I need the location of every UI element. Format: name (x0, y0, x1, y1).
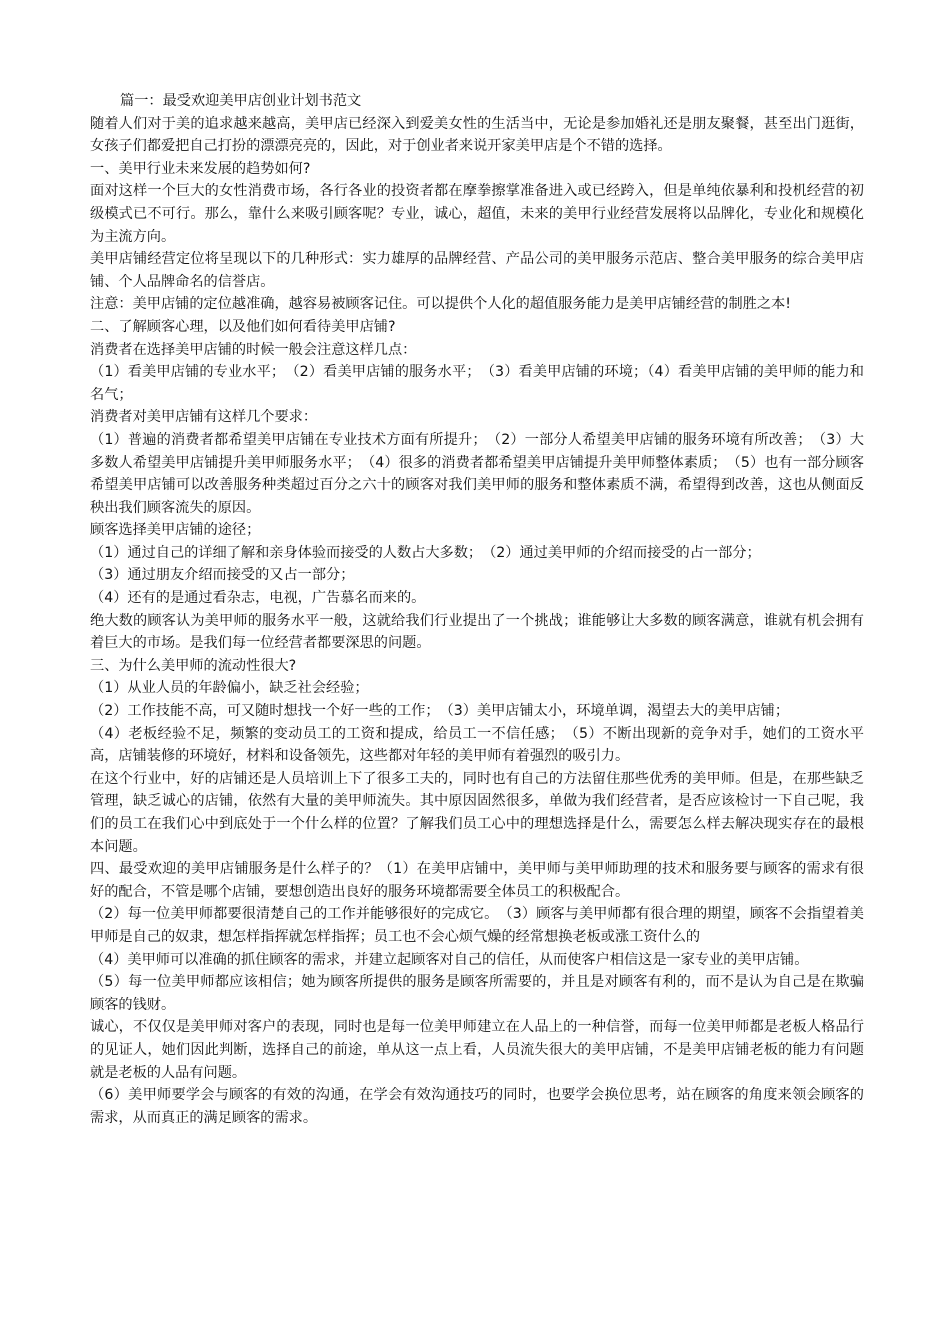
section-heading-customer-psychology: 二、了解顾客心理，以及他们如何看待美甲店铺? (90, 318, 396, 335)
list-item: （6）美甲师要学会与顾客的有效的沟通，在学会有效沟通技巧的同时，也要学会换位思考，站在顾客的角度来领会顾客的需求，从而真正的满足顾客的需求。 (90, 1087, 864, 1126)
list-item: （1）看美甲店铺的专业水平； （2）看美甲店铺的服务水平； （3）看美甲店铺的环境；（4）看美甲店铺的美甲师的能力和名气； (90, 364, 864, 403)
list-item: （1）普遍的消费者都希望美甲店铺在专业技术方面有所提升； （2）一部分人希望美甲店铺的服务环境有所改善； （3）大多数人希望美甲店铺提升美甲师服务水平； （4）很多的消费者都希望美甲店铺提升美甲师整体素质； （5）也有一部分顾客希望美甲店铺可以改善服务种类超过百分之六十的顾客对我们美甲师的服务和整体素质不满，希望得到改善，这也从侧面反秧出我们顾客流失的原因。 (90, 431, 864, 516)
list-item: （3）通过朋友介绍而接受的又占一部分； (90, 567, 355, 584)
paragraph: 面对这样一个巨大的女性消费市场，各行各业的投资者都在摩拳擦掌准备进入或已经跨入，但是单纯依暴利和投机经营的初级模式已不可行。那么，靠什么来吸引顾客呢？专业，诚心，超值，未来的美甲行业经营发展将以品牌化，专业化和规模化为主流方向。 (90, 183, 864, 245)
list-item: （1）通过自己的详细了解和亲身体验而接受的人数占大多数； （2）通过美甲师的介绍而接受的占一部分； (90, 544, 761, 561)
section-heading-service: 四、最受欢迎的美甲店铺服务是什么样子的？（1）在美甲店铺中，美甲师与美甲师助理的技术和服务要与顾客的需求有很好的配合，不管是哪个店铺，要想创造出良好的服务环境都需要全体员工的积极配合。 (90, 861, 864, 900)
paragraph: 消费者在选择美甲店铺的时候一般会注意这样几点： (90, 341, 417, 358)
paragraph: 随着人们对于美的追求越来越高，美甲店已经深入到爱美女性的生活当中，无论是参加婚礼还是朋友聚餐，甚至出门逛街，女孩子们都爱把自己打扮的漂漂亮亮的，因此，对于创业者来说开家美甲店是个不错的选择。 (90, 115, 864, 155)
list-item: （2）每一位美甲师都要很清楚自己的工作并能够很好的完成它。 （3）顾客与美甲师都有很合理的期望，顾客不会指望着美甲师是自己的奴隶，想怎样指挥就怎样指挥；员工也不会心烦气燥的经常想换老板或涨工资什么的 (90, 906, 864, 945)
list-item: （1）从业人员的年龄偏小，缺乏社会经验； (90, 680, 369, 697)
paragraph: 在这个行业中，好的店铺还是人员培训上下了很多工夫的，同时也有自己的方法留住那些优秀的美甲师。但是，在那些缺乏管理，缺乏诚心的店铺，依然有大量的美甲师流失。其中原因固然很多，单做为我们经营者，是否应该检讨一下自己呢，我们的员工在我们心中到底处于一个什么样的位置？了解我们员工心中的理想选择是什么，需要怎么样去解决现实存在的最根本问题。 (90, 770, 864, 855)
list-item: （2）工作技能不高，可又随时想找一个好一些的工作； （3）美甲店铺太小，环境单调，渴望去大的美甲店铺； (90, 703, 790, 720)
section-heading-turnover: 三、为什么美甲师的流动性很大? (90, 657, 297, 674)
list-item: （5）每一位美甲师都应该相信；她为顾客所提供的服务是顾客所需要的，并且是对顾客有利的，而不是认为自己是在欺骗顾客的钱财。 (90, 974, 864, 1013)
paragraph: 诚心，不仅仅是美甲师对客户的表现，同时也是每一位美甲师建立在人品上的一种信誉，而每一位美甲师都是老板人格品行的见证人，她们因此判断，选择自己的前途，单从这一点上看，人员流失很大的美甲店铺，不是美甲店铺老板的能力有问题就是老板的人品有问题。 (90, 1019, 864, 1081)
list-item: （4）还有的是通过看杂志，电视，广告慕名而来的。 (90, 590, 426, 607)
document-body (90, 113, 864, 1130)
list-item: （4）老板经验不足，频繁的变动员工的工资和提成，给员工一不信任感； （5）不断出现新的竞争对手，她们的工资水平高，店铺装修的环境好，材料和设备领先，这些都对年轻的美甲师有着强烈的吸引力。 (90, 725, 864, 765)
paragraph: 消费者对美甲店铺有这样几个要求： (90, 409, 318, 426)
list-item: （4）美甲师可以准确的抓住顾客的需求，并建立起顾客对自己的信任，从而使客户相信这是一家专业的美甲店铺。 (90, 951, 809, 968)
section-heading-trend: 一、美甲行业未来发展的趋势如何? (90, 160, 311, 177)
paragraph: 顾客选择美甲店铺的途径； (90, 522, 261, 539)
paragraph: 注意：美甲店铺的定位越准确，越容易被顾客记住。可以提供个人化的超值服务能力是美甲店铺经营的制胜之本! (90, 296, 791, 313)
paragraph: 美甲店铺经营定位将呈现以下的几种形式：实力雄厚的品牌经营、产品公司的美甲服务示范店、整合美甲服务的综合美甲店铺、个人品牌命名的信誉店。 (90, 251, 864, 290)
paragraph: 绝大数的顾客认为美甲师的服务水平一般，这就给我们行业提出了一个挑战；谁能够让大多数的顾客满意，谁就有机会拥有着巨大的市场。是我们每一位经营者都要深思的问题。 (90, 612, 864, 652)
document-title: 篇一：最受欢迎美甲店创业计划书范文 (120, 93, 362, 109)
